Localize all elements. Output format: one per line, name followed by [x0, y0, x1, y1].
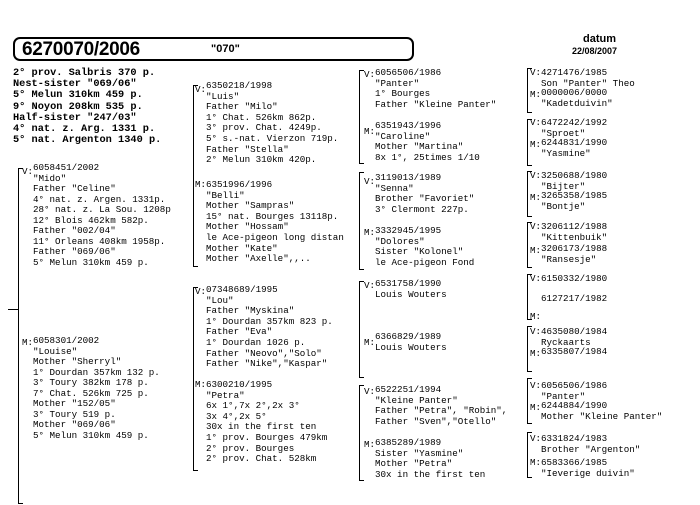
sex-label: V:: [364, 386, 376, 397]
pedigree-line: Sister "Yasmine": [375, 447, 464, 459]
sex-label: V:: [530, 326, 542, 337]
ring-number: 6058301/2002: [33, 335, 100, 346]
performance-line: 9° Noyon 208km 535 p.: [13, 100, 143, 113]
pedigree-line: le Ace-pigeon Fond: [375, 256, 475, 268]
pedigree-line: Ryckaarts: [541, 336, 591, 348]
pedigree-line: Mother "Kleine Panter": [541, 410, 663, 422]
pedigree-line: 5° Melun 310km 459 p.: [33, 429, 149, 441]
pedigree-line: 2° Melun 310km 420p.: [206, 154, 317, 166]
pedigree-line: Father "069/06": [33, 246, 116, 257]
pedigree-line: Father "Nike","Kaspar": [206, 358, 328, 370]
ring-number: 6056506/1986: [375, 67, 442, 78]
pedigree-line: 3° Toury 519 p.: [33, 408, 116, 420]
sex-label: V:: [530, 221, 542, 232]
performance-line: 2° prov. Salbris 370 p.: [13, 67, 156, 79]
pedigree-line: 3° prov. Chat. 4249p.: [206, 122, 322, 134]
pedigree-line: 2° prov. Bourges: [206, 442, 295, 454]
ring-number: 6058451/2002: [33, 162, 100, 173]
sex-label: V:: [530, 433, 542, 444]
ring-number: 6331824/1983: [541, 433, 608, 444]
pedigree-line: "Ieverige duivin": [541, 467, 635, 479]
ring-number: 6472242/1992: [541, 117, 608, 128]
ring-number: 4635080/1984: [541, 326, 608, 337]
pedigree-line: 1° Chat. 526km 862p.: [206, 111, 317, 123]
pedigree-line: 12° Blois 462km 582p.: [33, 214, 149, 226]
pedigree-line: "Bontje": [541, 200, 586, 212]
pedigree-line: "Luis": [206, 90, 240, 102]
pedigree-line: "Caroline": [375, 130, 431, 142]
sex-label: M:: [364, 227, 376, 238]
pedigree-line: Father "Myskina": [206, 305, 295, 317]
performance-line: Nest-sister "069/06": [13, 78, 137, 91]
ggp-bracket-4: [359, 385, 364, 481]
pedigree-line: 3° Clermont 227p.: [375, 203, 469, 215]
pedigree-line: Sister "Kolonel": [375, 246, 464, 258]
ring-number: 6056506/1986: [541, 380, 608, 391]
pedigree-line: Son "Panter" Theo: [541, 77, 635, 89]
pedigree-line: Mother "152/05": [33, 398, 116, 409]
pedigree-line: Brother "Argenton": [541, 443, 641, 455]
ring-number: 3206112/1988: [541, 221, 608, 232]
pedigree-line: Mother "Sampras": [206, 200, 295, 212]
pedigree-line: Mother "Kate": [206, 242, 278, 254]
ggp-bracket-3: [359, 281, 364, 378]
pedigree-line: 8x 1°, 25times 1/10: [375, 151, 480, 163]
pedigree-line: 1° prov. Bourges 479km: [206, 431, 328, 443]
ring-number: 6270070/2006: [22, 39, 140, 60]
sex-label: M:: [364, 439, 376, 450]
pedigree-line: 1° Bourges: [375, 88, 431, 100]
datum-value: 22/08/2007: [572, 46, 618, 56]
pedigree-line: 5° Melun 310km 459 p.: [33, 256, 149, 268]
ring-number: 3206173/1988: [541, 243, 608, 254]
ring-number: 3250688/1980: [541, 170, 608, 181]
sex-label: M:: [530, 192, 542, 203]
pedigree-line: 7° Chat. 526km 725 p.: [33, 387, 149, 399]
pedigree-line: 2° prov. Chat. 528km: [206, 453, 317, 465]
pedigree-line: Father "002/04": [33, 225, 116, 236]
ring-number: 3265358/1985: [541, 190, 608, 201]
sex-label: V:: [530, 380, 542, 391]
sex-label: M:: [530, 311, 542, 322]
sex-label: V:: [530, 117, 542, 128]
pedigree-line: "Sproet": [541, 127, 586, 139]
pedigree-line: Father "Stella": [206, 143, 289, 155]
ring-number: 6335807/1984: [541, 346, 608, 357]
pedigree-line: 4° nat. z. Argen. 1331p.: [33, 193, 166, 205]
sex-label: V:: [530, 170, 542, 181]
pedigree-line: Mother "Petra": [375, 458, 453, 470]
pedigree-line: "Belli": [206, 189, 245, 201]
pedigree-line: "Lou": [206, 294, 234, 306]
pedigree-line: 11° Orleans 408km 1958p.: [33, 235, 166, 247]
ring-number: 6300210/1995: [206, 379, 273, 390]
sex-label: M:: [530, 245, 542, 256]
pedigree-line: "Kadetduivin": [541, 97, 613, 109]
pedigree-line: "Kittenbuik": [541, 231, 608, 243]
pedigree-line: Louis Wouters: [375, 288, 447, 300]
pedigree-line: 6x 1°,7x 2°,2x 3°: [206, 400, 300, 412]
sex-label: M:: [364, 126, 376, 137]
pedigree-line: "Mido": [33, 172, 67, 184]
sex-label: V:: [530, 67, 542, 78]
ring-number: 3119013/1989: [375, 172, 442, 183]
sex-label: M:: [530, 457, 542, 468]
performance-line: Half-sister "247/03": [13, 111, 137, 124]
ggp-bracket-1: [359, 70, 364, 164]
ring-number: 0000006/0000: [541, 87, 608, 98]
pedigree-line: 28° nat. z. La Sou. 1208p: [33, 204, 171, 215]
performance-line: 5° nat. Argenton 1340 p.: [13, 134, 162, 147]
ring-number: 6531758/1990: [375, 278, 442, 289]
parents-bracket: [18, 168, 23, 504]
pedigree-line: 30x in the first ten: [375, 468, 486, 480]
pedigree-line: Father "Celine": [33, 183, 116, 194]
pedigree-line: Louis Wouters: [375, 341, 447, 353]
pedigree-line: Mother "069/06": [33, 419, 116, 430]
sex-label: M:: [530, 89, 542, 100]
pedigree-line: Mother "Sherryl": [33, 356, 122, 367]
pedigree-line: le Ace-pigeon long distan: [206, 231, 344, 243]
sex-label: V:: [195, 84, 207, 95]
ring-number: 07348689/1995: [206, 284, 278, 295]
pedigree-line: Mother "Axelle",,..: [206, 253, 311, 265]
pedigree-line: "Kleine Panter": [375, 394, 458, 406]
pedigree-line: Brother "Favoriet": [375, 193, 475, 205]
ring-number: 6522251/1994: [375, 384, 442, 395]
pedigree-line: "Louise": [33, 345, 78, 357]
pedigree-line: Mother "Martina": [375, 141, 464, 153]
pedigree-line: 3x 4°,2x 5°: [206, 410, 267, 422]
pedigree-line: "Dolores": [375, 235, 425, 247]
ring-number: 6366829/1989: [375, 331, 442, 342]
performance-line: 4° nat. z. Arg. 1331 p.: [13, 123, 156, 136]
ring-number: 6583366/1985: [541, 457, 608, 468]
pedigree-line: "Ransesje": [541, 253, 597, 265]
pedigree-line: 30x in the first ten: [206, 421, 317, 433]
sex-label: M:: [530, 139, 542, 150]
pedigree-line: "Yasmine": [541, 147, 591, 159]
pedigree-line: "Panter": [541, 390, 586, 402]
pedigree-line: "Panter": [375, 77, 420, 89]
ring-number: 4271476/1985: [541, 67, 608, 78]
sex-label: M:: [22, 337, 34, 348]
nickname: "070": [211, 43, 240, 55]
ring-number: 6127217/1982: [541, 293, 608, 304]
pedigree-line: Father "Kleine Panter": [375, 98, 497, 110]
pedigree-line: Mother "Hossam": [206, 221, 289, 233]
sex-label: M:: [195, 379, 207, 390]
pedigree-line: 1° Dourdan 357km 132 p.: [33, 366, 160, 378]
pedigree-line: 3° Toury 382km 178 p.: [33, 377, 149, 388]
performance-line: 5° Melun 310km 459 p.: [13, 89, 143, 102]
sex-label: V:: [22, 166, 34, 177]
sex-label: M:: [530, 348, 542, 359]
pedigree-line: 15° nat. Bourges 13118p.: [206, 210, 339, 222]
ring-number: 6351996/1996: [206, 179, 273, 190]
ring-number: 6244884/1990: [541, 400, 608, 411]
pedigree-line: 5° s.-nat. Vierzon 719p.: [206, 132, 339, 144]
pedigree-line: 1° Dourdan 1026 p.: [206, 336, 306, 348]
pedigree-line: "Bijter": [541, 180, 586, 192]
gp-bracket-sire: [193, 85, 198, 267]
sex-label: M:: [364, 337, 376, 348]
ring-number: 6244831/1990: [541, 137, 608, 148]
pedigree-line: 1° Dourdan 357km 823 p.: [206, 315, 333, 327]
sex-label: V:: [364, 280, 376, 291]
pedigree-line: "Senna": [375, 182, 414, 194]
datum-label: datum: [583, 33, 616, 45]
ring-number: 6385289/1989: [375, 437, 442, 448]
sex-label: V:: [364, 176, 376, 187]
ring-number: 6351943/1996: [375, 120, 442, 131]
sex-label: V:: [195, 286, 207, 297]
title-box: [13, 37, 414, 61]
sex-label: M:: [195, 179, 207, 190]
pedigree-line: Father "Eva": [206, 326, 273, 338]
sex-label: M:: [530, 402, 542, 413]
ring-number: 6150332/1980: [541, 273, 608, 284]
subject-performances: [13, 68, 161, 146]
pedigree-line: Father "Sven","Otello": [375, 415, 497, 427]
ring-number: 6350218/1998: [206, 80, 273, 91]
pedigree-line: "Petra": [206, 389, 245, 401]
pedigree-line: Father "Milo": [206, 101, 278, 113]
sex-label: V:: [364, 69, 376, 80]
pedigree-line: Father "Petra", "Robin",: [375, 405, 508, 417]
pedigree-line: Father "Neovo","Solo": [206, 347, 322, 359]
ring-number: 3332945/1995: [375, 225, 442, 236]
sex-label: V:: [530, 273, 542, 284]
